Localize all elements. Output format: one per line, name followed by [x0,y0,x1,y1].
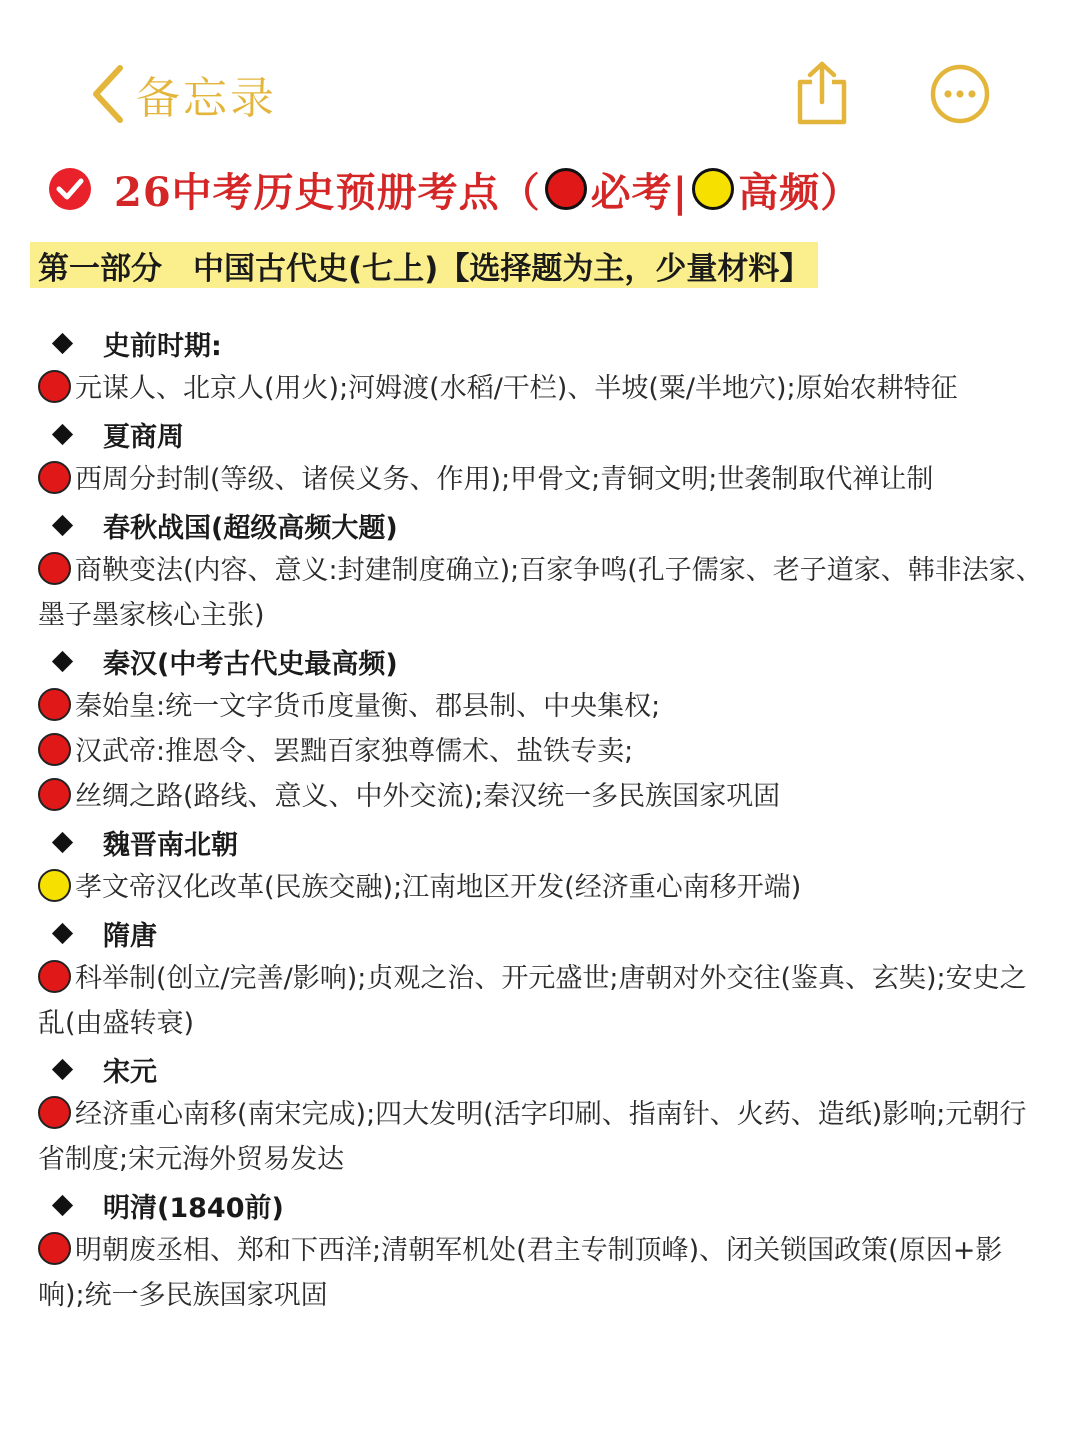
diamond-bullet-icon [52,514,73,535]
topic-entry [38,457,1048,502]
topic-entry [38,774,1048,819]
red-dot-icon [38,370,71,403]
topic-heading-text: 夏商周 [103,421,184,453]
chevron-left-icon [88,62,128,126]
red-dot-icon [38,778,71,811]
topic-entry [38,956,1048,1046]
topic-entry-text: 孝文帝汉化改革(民族交融);江南地区开发(经济重心南移开端) [75,872,802,903]
topic-entry [38,729,1048,774]
topic-entry-text: 科举制(创立/完善/影响);贞观之治、开元盛世;唐朝对外交往(鉴真、玄奘);安史之乱(由盛转衰) [38,963,1027,1039]
diamond-bullet-icon [52,1194,73,1215]
red-dot-icon [545,168,587,210]
red-dot-icon [38,1096,71,1129]
topic-heading-text: 宋元 [103,1056,157,1088]
topic-heading-text: 隋唐 [103,920,157,952]
topic-entry-text: 秦始皇:统一文字货币度量衡、郡县制、中央集权; [75,691,661,722]
diamond-bullet-icon [52,922,73,943]
topic-entry-text: 丝绸之路(路线、意义、中外交流);秦汉统一多民族国家巩固 [75,781,781,812]
topic-heading [38,502,1048,548]
diamond-bullet-icon [52,1058,73,1079]
back-button[interactable] [88,60,277,128]
topic-heading [38,638,1048,684]
yellow-dot-icon [692,168,734,210]
red-dot-icon [38,688,71,721]
topic-heading [38,320,1048,366]
diamond-bullet-icon [52,332,73,353]
topic-heading [38,819,1048,865]
share-icon[interactable] [794,60,850,126]
back-label: 备忘录 [136,73,277,124]
topic-heading [38,1046,1048,1092]
top-bar [0,0,1080,150]
topic-entry [38,865,1048,910]
topic-entry [38,1092,1048,1182]
diamond-bullet-icon [52,423,73,444]
topic-entry-text: 经济重心南移(南宋完成);四大发明(活字印刷、指南针、火药、造纸)影响;元朝行省制度;宋元海外贸易发达 [38,1099,1027,1175]
topic-entry-text: 西周分封制(等级、诸侯义务、作用);甲骨文;青铜文明;世袭制取代禅让制 [75,464,934,495]
section-header: 第一部分 中国古代史(七上)【选择题为主，少量材料】 [30,242,818,288]
topic-heading-text: 秦汉(中考古代史最高频) [103,648,398,680]
topic-heading-text: 明清(1840前) [103,1192,284,1224]
title-freq-label: 高频） [738,168,862,216]
red-dot-icon [38,1232,71,1265]
red-dot-icon [38,733,71,766]
note-title-row [48,158,861,220]
topic-entry [38,684,1048,729]
topic-heading [38,411,1048,457]
red-dot-icon [38,461,71,494]
topic-entry [38,1228,1048,1318]
more-icon[interactable] [930,64,990,124]
topic-heading [38,910,1048,956]
topic-entry [38,548,1048,638]
topic-entry-text: 元谋人、北京人(用火);河姆渡(水稻/干栏)、半坡(粟/半地穴);原始农耕特征 [75,373,958,404]
checkmark-icon [48,167,92,211]
diamond-bullet-icon [52,650,73,671]
yellow-dot-icon [38,869,71,902]
note-title [114,161,861,218]
red-dot-icon [38,552,71,585]
topic-entry-text: 商鞅变法(内容、意义:封建制度确立);百家争鸣(孔子儒家、老子道家、韩非法家、墨子墨家核心主张) [38,555,1043,631]
diamond-bullet-icon [52,831,73,852]
topic-heading [38,1182,1048,1228]
topic-heading-text: 春秋战国(超级高频大题) [103,512,398,544]
topic-entry-text: 汉武帝:推恩令、罢黜百家独尊儒术、盐铁专卖; [75,736,634,767]
red-dot-icon [38,960,71,993]
note-body [38,320,1048,1318]
topic-heading-text: 史前时期: [103,330,222,362]
title-text: 26中考历史预册考点（ [114,168,541,216]
topic-entry-text: 明朝废丞相、郑和下西洋;清朝军机处(君主专制顶峰)、闭关锁国政策(原因+影响);统一多民族国家巩固 [38,1235,1003,1311]
title-must-label: 必考| [590,168,689,216]
topic-heading-text: 魏晋南北朝 [103,829,238,861]
topic-entry [38,366,1048,411]
